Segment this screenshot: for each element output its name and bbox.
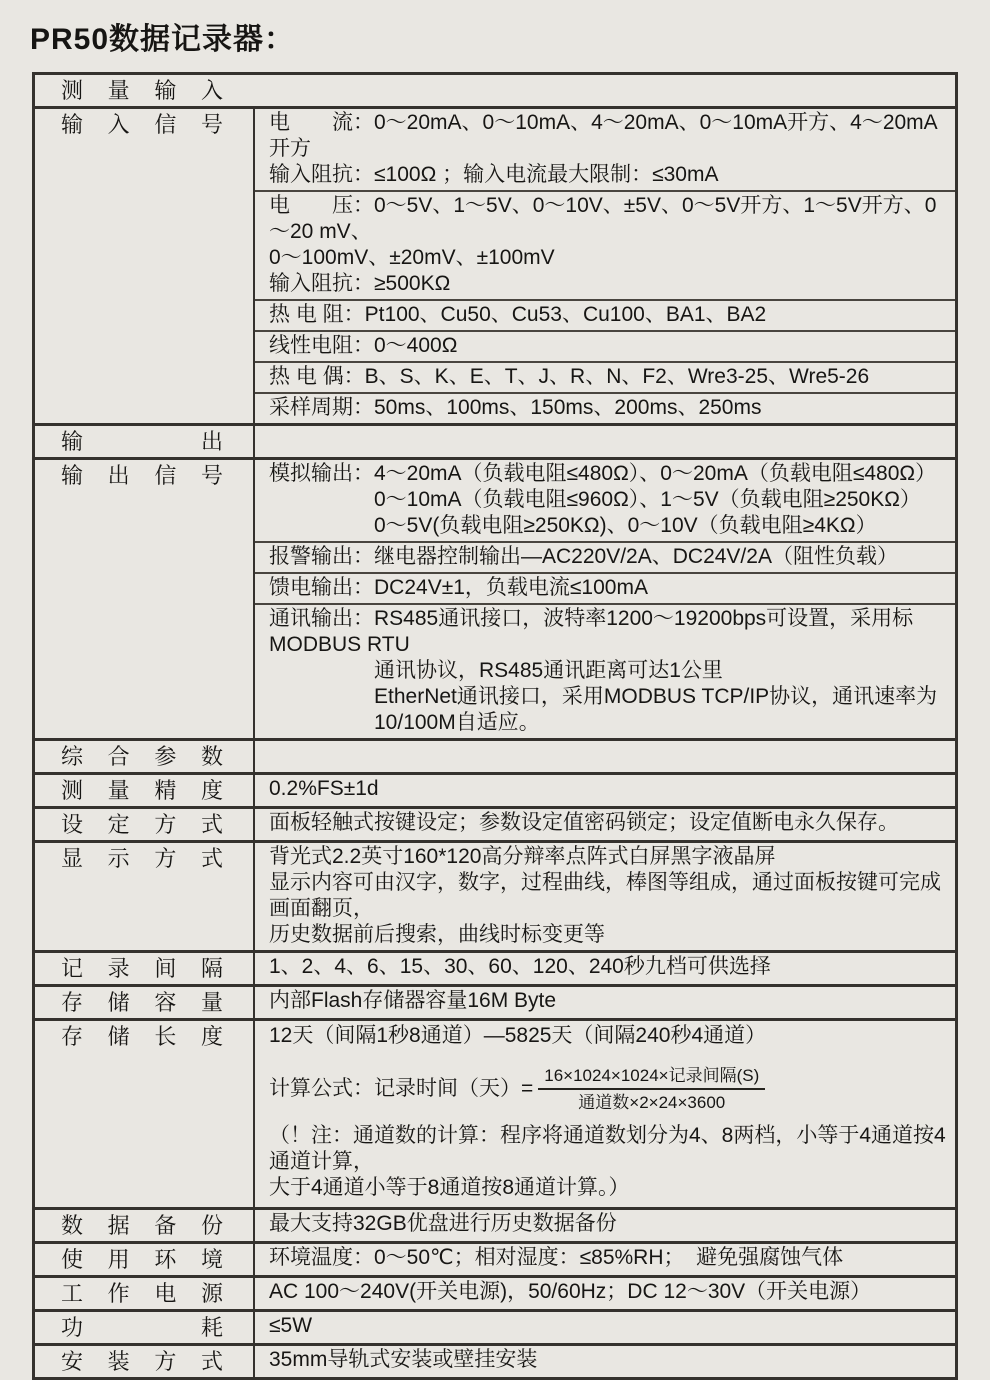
spec-line: 背光式2.2英寸160*120高分辩率点阵式白屏黑字液晶屏 — [269, 845, 776, 868]
spec-line: 线性电阻：0～400Ω — [269, 334, 458, 357]
spec-cell-thermocouple — [255, 361, 955, 392]
spec-cell-sampling-period — [255, 392, 955, 423]
spec-line: 面板轻触式按键设定；参数设定值密码锁定；设定值断电永久保存。 — [269, 811, 899, 834]
spec-cell-linear-resistance — [255, 330, 955, 361]
spec-cell-alarm-output — [255, 541, 955, 572]
spec-cell-rtd — [255, 299, 955, 330]
spec-line: 显示内容可由汉字，数字，过程曲线，棒图等组成，通过面板按键可完成画面翻页， — [269, 871, 941, 920]
formula-prefix: 计算公式：记录时间（天）= — [269, 1077, 534, 1100]
spec-line: 电 流：0～20mA、0～10mA、4～20mA、0～10mA开方、4～20mA开方 — [269, 111, 938, 160]
spec-table — [32, 72, 958, 1380]
spec-line: 历史数据前后搜索，曲线时标变更等 — [269, 923, 605, 946]
spec-line: 最大支持32GB优盘进行历史数据备份 — [269, 1212, 617, 1235]
spec-line: AC 100～240V(开关电源)，50/60Hz；DC 12～30V（开关电源） — [269, 1280, 872, 1303]
row-storage-capacity — [35, 984, 955, 1018]
spec-line: 通讯协议，RS485通讯距离可达1公里 — [374, 659, 723, 682]
spec-line: 35mm导轨式安装或壁挂安装 — [269, 1348, 538, 1371]
storage-formula — [269, 1065, 951, 1113]
row-input-signal — [35, 106, 955, 423]
empty-cell — [255, 741, 955, 772]
row-output-signal — [35, 457, 955, 738]
spec-line: 内部Flash存储器容量16M Byte — [269, 989, 557, 1012]
spec-cell-current — [255, 109, 955, 190]
spec-line: EtherNet通讯接口，采用MODBUS TCP/IP协议，通讯速率为10/100M自适应。 — [374, 685, 938, 734]
spec-line: 大于4通道小等于8通道按8通道计算。） — [269, 1176, 630, 1199]
spec-line: 采样周期：50ms、100ms、150ms、200ms、250ms — [269, 396, 762, 419]
fraction-numerator: 16×1024×1024×记录间隔(S) — [538, 1065, 765, 1090]
row-installation-method — [35, 1343, 955, 1377]
row-setting-method — [35, 806, 955, 840]
row-data-backup — [35, 1207, 955, 1241]
spec-cell-comm-output — [255, 603, 955, 738]
spec-line: 0～100mV、±20mV、±100mV — [269, 246, 555, 269]
row-label: 功耗 — [61, 1315, 223, 1340]
spec-line: 输入阻抗：≤100Ω ；输入电流最大限制：≤30mA — [269, 163, 719, 186]
spec-line: 1、2、4、6、15、30、60、120、240秒九档可供选择 — [269, 955, 771, 978]
spec-line: 馈电输出：DC24V±1，负载电流≤100mA — [269, 576, 648, 599]
formula-fraction — [538, 1065, 765, 1113]
spec-line: 0～5V(负载电阻≥250KΩ)、0～10V（负载电阻≥4KΩ） — [374, 514, 877, 537]
spec-line: （！注：通道数的计算：程序将通道数划分为4、8两档，小等于4通道按4通道计算， — [269, 1124, 946, 1173]
spec-line: 热 电 偶：B、S、K、E、T、J、R、N、F2、Wre3-25、Wre5-26 — [269, 365, 870, 388]
row-label: 综合参数 — [61, 744, 223, 769]
spec-line: ≤5W — [269, 1314, 313, 1337]
empty-cell — [255, 426, 955, 457]
row-display-method — [35, 840, 955, 950]
section-row-general-parameters — [35, 738, 955, 772]
page-title: PR50数据记录器： — [30, 23, 296, 56]
section-row-measurement-input — [35, 75, 955, 106]
spec-cell-feed-output — [255, 572, 955, 603]
row-label: 测量精度 — [61, 778, 223, 803]
spec-line: 通讯输出：RS485通讯接口，波特率1200～19200bps可设置，采用标MODBUS RTU — [269, 607, 914, 656]
row-label: 记录间隔 — [61, 956, 223, 981]
spec-cell-analog-output — [255, 460, 955, 541]
row-label: 输出 — [61, 429, 223, 454]
spec-line: 环境温度：0～50℃；相对湿度：≤85%RH； 避免强腐蚀气体 — [269, 1246, 844, 1269]
row-power-consumption — [35, 1309, 955, 1343]
spec-cell-voltage — [255, 190, 955, 299]
row-label: 设定方式 — [61, 812, 223, 837]
row-label: 使用环境 — [61, 1247, 223, 1272]
fraction-denominator: 通道数×2×24×3600 — [578, 1093, 726, 1112]
section-row-output — [35, 423, 955, 457]
spec-line: 0.2%FS±1d — [269, 777, 379, 800]
storage-range-line: 12天（间隔1秒8通道）—5825天（间隔240秒4通道） — [269, 1024, 767, 1047]
row-label: 显示方式 — [61, 846, 223, 871]
row-label: 输出信号 — [61, 463, 223, 488]
row-label: 数据备份 — [61, 1213, 223, 1238]
row-label: 测量输入 — [61, 78, 223, 103]
row-label: 工作电源 — [61, 1281, 223, 1306]
spec-line: 输入阻抗：≥500KΩ — [269, 272, 451, 295]
row-record-interval — [35, 950, 955, 984]
spec-line: 电 压：0～5V、1～5V、0～10V、±5V、0～5V开方、1～5V开方、0～20 mV、 — [269, 194, 937, 243]
spec-line: 热 电 阻：Pt100、Cu50、Cu53、Cu100、BA1、BA2 — [269, 303, 767, 326]
row-operating-environment — [35, 1241, 955, 1275]
row-storage-length — [35, 1018, 955, 1207]
spec-line: 模拟输出：4～20mA（负载电阻≤480Ω）、0～20mA（负载电阻≤480Ω） — [269, 462, 937, 485]
row-label: 输入信号 — [61, 112, 223, 137]
row-label: 安装方式 — [61, 1349, 223, 1374]
row-measurement-accuracy — [35, 772, 955, 806]
row-power-supply — [35, 1275, 955, 1309]
row-label: 存储长度 — [61, 1024, 223, 1049]
storage-note — [269, 1123, 951, 1201]
row-label: 存储容量 — [61, 990, 223, 1015]
spec-line: 0～10mA（负载电阻≤960Ω）、1～5V（负载电阻≥250KΩ） — [374, 488, 921, 511]
spec-line: 报警输出：继电器控制输出—AC220V/2A、DC24V/2A（阻性负载） — [269, 545, 898, 568]
